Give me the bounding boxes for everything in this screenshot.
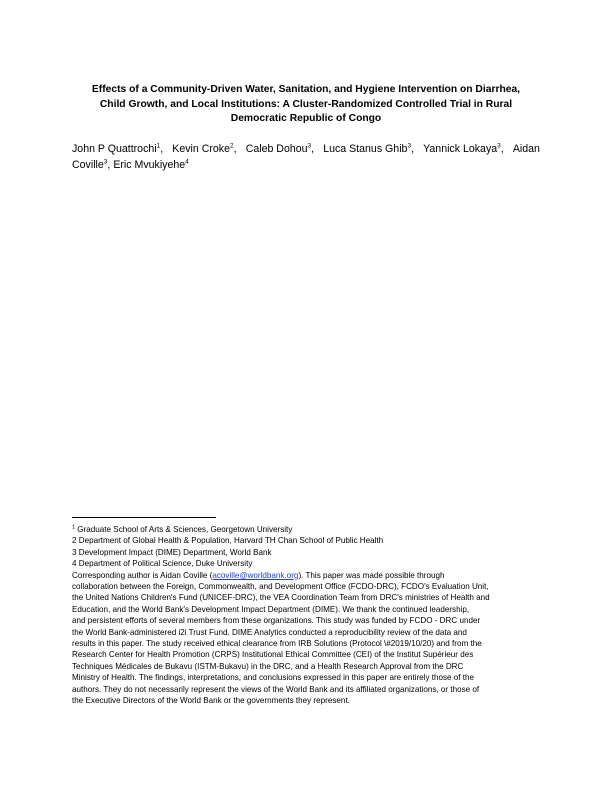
affiliation-footnote: $^1$ Graduate School of Arts & Sciences, Georgetown University (72, 524, 293, 534)
affiliation-mark: 3 (307, 142, 312, 150)
footnote-line: collaboration between the Foreign, Commonwealth, and Development Office (FCDO-DRC), FCDO's Evaluation Unit, (72, 582, 489, 592)
footnote-line: results in this paper. The study received ethical clearance from IRB Solutions (Protocol \#2019/10/20) and from the (72, 639, 482, 649)
author: Aidan (512, 143, 540, 155)
title-line: Child Growth, and Local Institutions: A Cluster-Randomized Controlled Trial in Rural (99, 98, 513, 110)
author-row (72, 157, 540, 173)
paper-title (72, 83, 540, 127)
affiliation-mark: 4 (185, 158, 189, 166)
affiliation-mark: 3 (103, 158, 108, 166)
author: Luca Stanus Ghib$^3$, (323, 142, 415, 155)
affiliation-mark: 3 (407, 142, 412, 150)
affiliation-mark: 2 (230, 142, 234, 150)
footnote-line: and persistent efforts of several members from these organizations. This study was funded by FCDO - DRC under (72, 616, 481, 626)
footnote-line: the World Bank-administered i2i Trust Fund. DIME Analytics conducted a reproducibility review of the data and (72, 627, 467, 637)
title-line: Democratic Republic of Congo (230, 113, 382, 125)
footnote-line: Research Center for Health Promotion (CRPS) Institutional Ethical Committee (CEI) of the Institut Supérieur des (72, 650, 474, 660)
affiliation-mark: 1 (156, 142, 161, 150)
author: Caleb Dohou$^3$, (245, 142, 315, 155)
footnote-line: the Executive Directors of the World Bank or the governments they represent. (72, 696, 350, 706)
affiliation-mark: 1 (72, 524, 76, 531)
footnote-line: the United Nations Children's Fund (UNICEF-DRC), the VEA Coordination Team from DRC's ministries of Health and (72, 593, 490, 603)
author: Kevin Croke$^2$, (172, 142, 237, 155)
footnote-divider (72, 517, 216, 518)
author: John P Quattrochi$^1$, (72, 142, 164, 155)
affiliation-mark: 3 (497, 142, 501, 150)
author-list (72, 141, 540, 173)
footnote-line: Ministry of Health. The findings, interpretations, and conclusions expressed in this paper are entirely those of the (72, 673, 475, 683)
author: Yannick Lokaya$^3$, (423, 142, 504, 155)
affiliation-footnote: 3 Development Impact (DIME) Department, World Bank (72, 547, 272, 557)
title-line: Effects of a Community-Driven Water, Sanitation, and Hygiene Intervention on Diarrhea, (91, 84, 521, 95)
footnote-line: Education, and the World Bank's Development Impact Department (DIME). We thank the continued leadership, (72, 604, 470, 614)
email-link[interactable]: acoville@worldbank.org (212, 570, 299, 580)
affiliation-footnote: 2 Department of Global Health & Population, Harvard TH Chan School of Public Health (72, 536, 384, 546)
footnote-line: authors. They do not necessarily represent the views of the World Bank and its affiliated organizations, or those of (72, 684, 480, 694)
footnote-line: Techniques Médicales de Bukavu (ISTM-Bukavu) in the DRC, and a Health Research Approval from the DRC (72, 661, 464, 671)
footnotes (72, 524, 542, 707)
author: Coville$^3$, (72, 158, 111, 171)
affiliation-footnote: 4 Department of Political Science, Duke University (72, 559, 253, 569)
author: Eric Mvukiyehe$^4$ (113, 158, 189, 171)
corresponding-author-line: Corresponding author is Aidan Coville (acoville@worldbank.org). This paper was made possible through (72, 570, 445, 580)
author-row (72, 141, 540, 157)
